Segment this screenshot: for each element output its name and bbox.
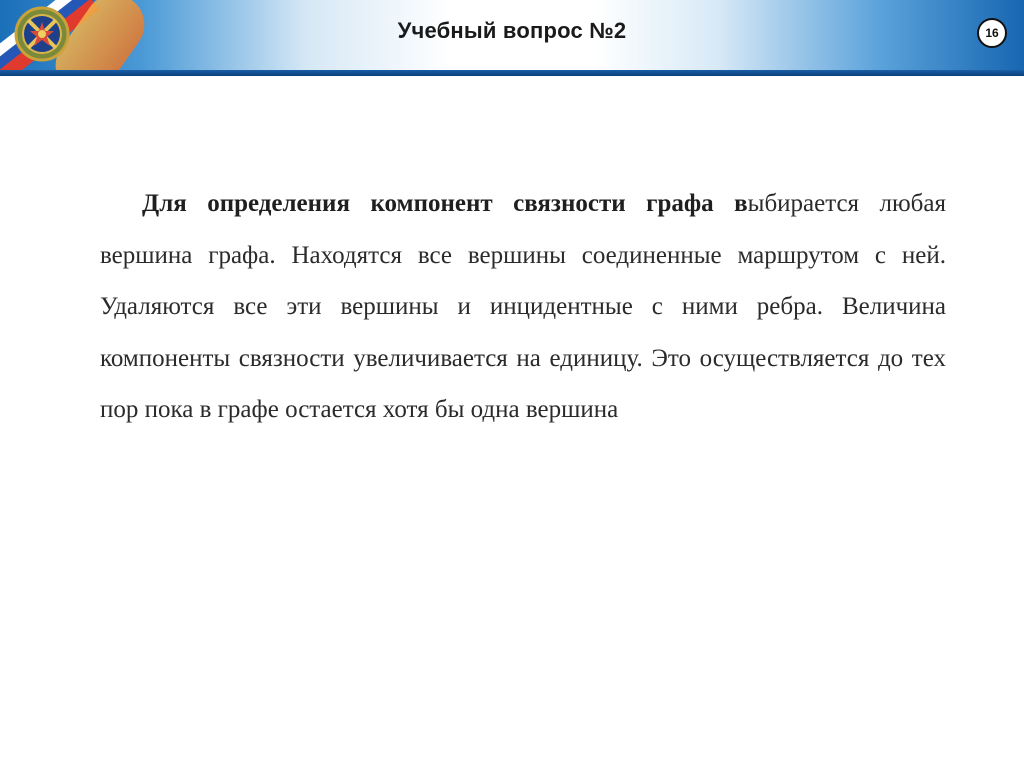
header-bottom-border	[0, 70, 1024, 76]
body-text: ыбирается любая вершина графа. Находятся все вершины соединенные маршрутом с ней. Удаляются все эти вершины и инцидентные с ними ребра. Величина компоненты связности увеличивается на единицу. Это осуществляется до тех пор пока в графе остается хотя бы одна вершина	[100, 190, 946, 423]
bold-lead-text: Для определения компонент связности графа в	[142, 190, 748, 217]
body-paragraph	[100, 178, 946, 436]
slide-header	[0, 0, 1024, 76]
page-number-badge: 16	[977, 18, 1007, 48]
slide-title: Учебный вопрос №2	[397, 18, 627, 43]
